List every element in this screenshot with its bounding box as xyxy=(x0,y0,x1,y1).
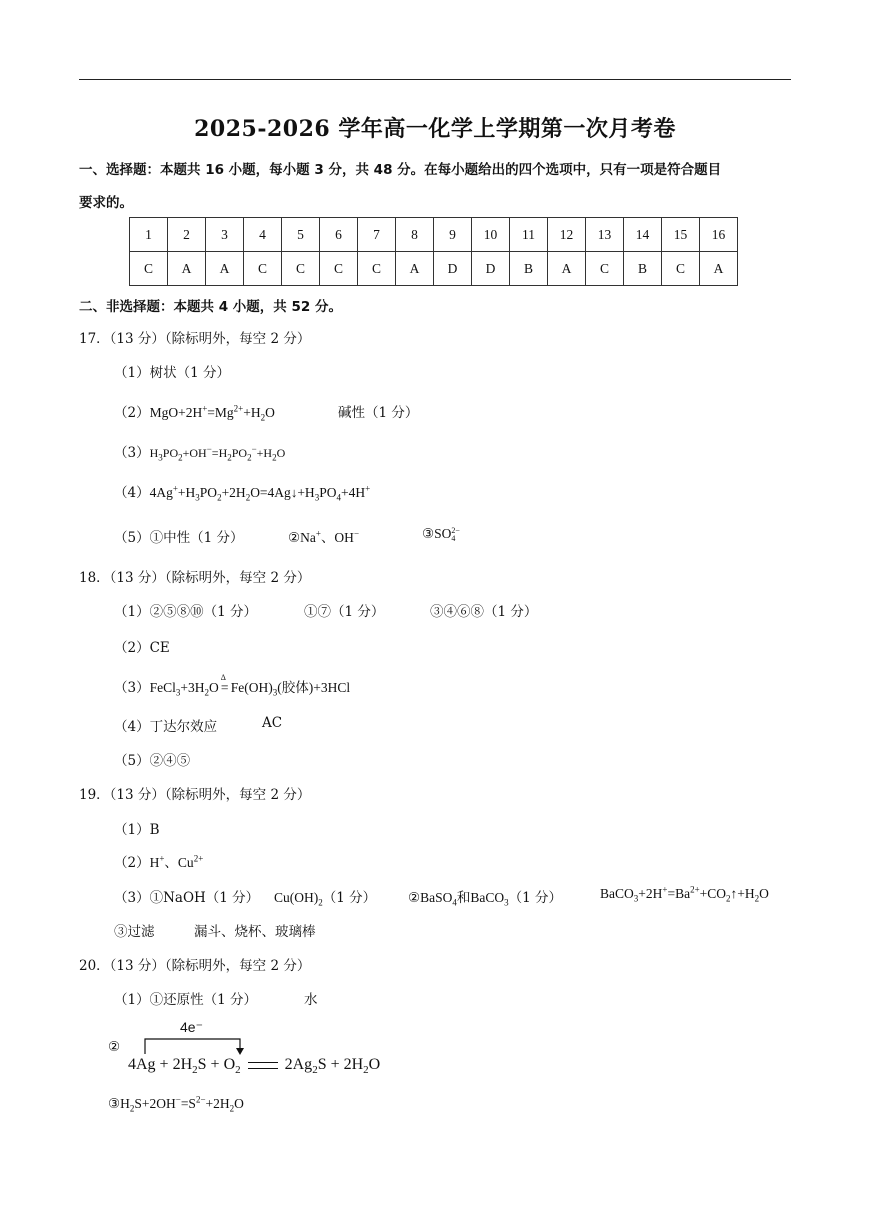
q20-answer-2-label: ② xyxy=(108,1039,121,1055)
q20-equation-2: $4Ag + 2H_2S + O_2$ $2Ag_2S + 2H_2O$ xyxy=(128,1056,381,1077)
answer-value-cell: C xyxy=(320,252,358,286)
q18-answer-3 xyxy=(114,673,351,698)
q19-equation-3: $BaCO_3+2H^+=Ba^{2+}+CO_2↑+H_2O$ xyxy=(600,884,769,904)
answer-value-cell: C xyxy=(130,252,168,286)
answer-number-cell: 5 xyxy=(282,218,320,252)
answer-number-cell: 11 xyxy=(510,218,548,252)
q17-answer-5b xyxy=(288,526,359,546)
answer-value-cell: C xyxy=(358,252,396,286)
q19-answer-3c-label: ② xyxy=(408,890,421,906)
answer-value-cell: B xyxy=(510,252,548,286)
q19-answer-1: （1）B xyxy=(114,822,160,838)
answer-number-cell: 10 xyxy=(472,218,510,252)
top-rule xyxy=(79,79,791,80)
section1-line2: 要求的。 xyxy=(79,195,133,211)
q20-answer-3 xyxy=(108,1096,244,1112)
q18-answer-3-label: （3） xyxy=(114,680,150,696)
answer-value-cell: A xyxy=(168,252,206,286)
q19-baso4: BaSO$_4$ xyxy=(420,890,457,908)
answer-value-cell: A xyxy=(206,252,244,286)
answer-number-cell: 2 xyxy=(168,218,206,252)
q19-cuoh2: $Cu(OH)_2$ xyxy=(274,890,323,908)
q17-answer-2-extra: 碱性（1 分） xyxy=(338,405,419,421)
q17-answer-2 xyxy=(114,401,275,421)
answer-value-cell: A xyxy=(700,252,738,286)
q20-answer-1: （1）①还原性（1 分） xyxy=(114,992,257,1008)
q18-answer-4b: AC xyxy=(262,715,283,731)
q17-answer-1: （1）树状（1 分） xyxy=(114,365,230,381)
answer-number-cell: 8 xyxy=(396,218,434,252)
q17-answer-2-label: （2） xyxy=(114,405,150,421)
answer-number-cell: 7 xyxy=(358,218,396,252)
q17-answer-5: （5）①中性（1 分） xyxy=(114,530,244,546)
answer-number-cell: 1 xyxy=(130,218,168,252)
q19-baco3: BaCO$_3$ xyxy=(470,890,509,908)
q18-answer-5: （5）②④⑤ xyxy=(114,753,191,769)
q17-answer-4 xyxy=(114,481,370,501)
q17-answer-4-label: （4） xyxy=(114,485,150,501)
answer-number-row xyxy=(130,218,738,252)
answer-value-cell: C xyxy=(244,252,282,286)
q17-sulfate: SO2− 4 xyxy=(434,525,460,543)
answer-number-cell: 9 xyxy=(434,218,472,252)
q18-answer-2: （2）CE xyxy=(114,640,170,656)
q19-answer-3c-suffix: （1 分） xyxy=(508,890,563,906)
q18-answer-4: （4）丁达尔效应 xyxy=(114,719,218,735)
q17-ions: Na+、OH− xyxy=(300,528,360,545)
section2-heading: 二、非选择题：本题共 4 小题，共 52 分。 xyxy=(79,299,342,315)
q20-answer-3-label: ③ xyxy=(108,1096,121,1112)
answer-value-cell: D xyxy=(472,252,510,286)
q17-header: 17．（13 分）（除标明外，每空 2 分） xyxy=(79,331,311,347)
q18-answer-1b: ①⑦（1 分） xyxy=(304,604,385,620)
q19-answer-3c-mid: 和 xyxy=(456,890,471,906)
q19-answer-3a: （3）①NaOH（1 分） xyxy=(114,890,260,906)
q19-ions: H+、$Cu^{2+}$ xyxy=(149,853,204,870)
q19-header: 19．（13 分）（除标明外，每空 2 分） xyxy=(79,787,311,803)
q17-equation-2: $MgO+2H^+=Mg^{2+}+H_2O$ xyxy=(149,403,275,423)
answer-number-cell: 6 xyxy=(320,218,358,252)
q18-header: 18．（13 分）（除标明外，每空 2 分） xyxy=(79,570,311,586)
answer-number-cell: 4 xyxy=(244,218,282,252)
answer-value-cell: A xyxy=(548,252,586,286)
q18-answer-1a: （1）②⑤⑧⑩（1 分） xyxy=(114,604,257,620)
answer-number-cell: 15 xyxy=(662,218,700,252)
q18-answer-1c: ③④⑥⑧（1 分） xyxy=(430,604,538,620)
q19-answer-3d: ③过滤 xyxy=(114,924,155,940)
answer-table xyxy=(129,217,738,286)
q20-answer-1b: 水 xyxy=(304,992,318,1008)
q17-answer-5c xyxy=(422,526,460,543)
q20-header: 20．（13 分）（除标明外，每空 2 分） xyxy=(79,958,311,974)
electron-transfer-arrow xyxy=(140,1036,250,1056)
answer-number-cell: 16 xyxy=(700,218,738,252)
answer-number-cell: 12 xyxy=(548,218,586,252)
electron-transfer-label: 4e⁻ xyxy=(180,1019,203,1035)
answer-number-cell: 3 xyxy=(206,218,244,252)
q19-answer-3e: 漏斗、烧杯、玻璃棒 xyxy=(194,924,316,940)
q19-answer-3b xyxy=(274,886,376,906)
q17-answer-3-label: （3） xyxy=(114,445,150,461)
q19-answer-2-label: （2） xyxy=(114,855,150,871)
q17-answer-3 xyxy=(114,441,285,461)
q17-equation-4: $4Ag^++H_3PO_2+2H_2O=4Ag↓+H_3PO_4+4H^+$ xyxy=(149,483,371,503)
page-title: 2025-2026 学年高一化学上学期第一次月考卷 xyxy=(194,116,676,142)
answer-number-cell: 13 xyxy=(586,218,624,252)
q17-answer-5c-label: ③ xyxy=(422,526,435,542)
q19-answer-3b-suffix: （1 分） xyxy=(322,890,377,906)
answer-value-cell: B xyxy=(624,252,662,286)
answer-value-cell: D xyxy=(434,252,472,286)
q19-answer-2 xyxy=(114,851,203,871)
answer-number-cell: 14 xyxy=(624,218,662,252)
answer-value-cell: C xyxy=(282,252,320,286)
q20-equation-3: $H_2S+2OH^-=S^{2-}+2H_2O$ xyxy=(120,1094,244,1114)
answer-value-cell: A xyxy=(396,252,434,286)
q18-equation-3: $FeCl_3+3H_2O$ Δ = $Fe(OH)_3$(胶体)+3HCl xyxy=(149,673,351,698)
answer-value-cell: C xyxy=(662,252,700,286)
answer-value-row xyxy=(130,252,738,286)
answer-value-cell: C xyxy=(586,252,624,286)
section1-line1: 一、选择题：本题共 16 小题，每小题 3 分，共 48 分。在每小题给出的四个选项中，只有一项是符合题目 xyxy=(79,162,722,178)
q17-equation-3: $H_3PO_2+OH^-=H_2PO_2^-+H_2O$ xyxy=(149,444,286,463)
q19-answer-3c xyxy=(408,886,562,906)
q17-answer-5b-label: ② xyxy=(288,530,301,546)
